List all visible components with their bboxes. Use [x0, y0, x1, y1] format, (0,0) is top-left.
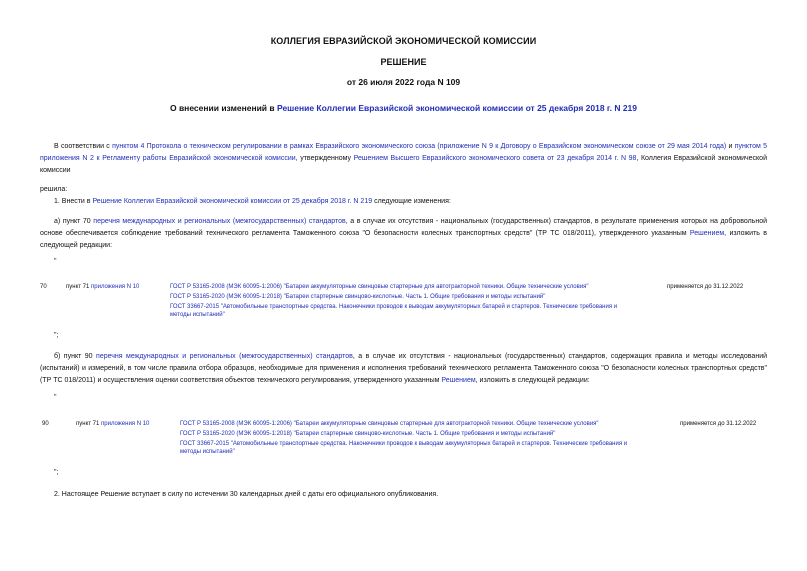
title-prefix: О внесении изменений в: [169, 103, 277, 113]
item-b-text-2: , а в случае их отсутствия - национальных (государственных) стандартов, содержащих правила и методы исследований (испытаний) и измерений, в том числе правила отбора образцов, необходимые для применения и исполнения требований технического регламента Таможенного союза "О безопасности колесных транспортных средств" (ТР ТС 018/2011) и осуществления оценки соответствия объектов технического регулирования, утвержденного указанным: [40, 353, 768, 384]
table-b-open-quote: ": [54, 394, 57, 401]
intro-text-2: и: [726, 143, 735, 150]
intro-text-1: В соответствии с: [54, 143, 113, 150]
table-a-gost-2[interactable]: ГОСТ Р 53165-2020 (МЭК 60095-1:2018) "Батареи стартерные свинцово-кислотные. Часть 1. Общие требования и методы испытаний": [170, 294, 546, 300]
table-a-close-quote: ";: [54, 332, 59, 339]
table-a-num: 70: [40, 284, 47, 290]
table-b-ref: [76, 420, 149, 428]
table-a-note: применяется до 31.12.2022: [667, 284, 744, 290]
item-b-link-list[interactable]: перечня международных и региональных (межгосударственных) стандартов: [96, 353, 353, 360]
table-b-gost-3[interactable]: ГОСТ 33667-2015 "Автомобильные транспортные средства. Наконечники проводов к выводам аккумуляторных батарей и стартеров. Технические требования и методы испытаний": [180, 441, 628, 455]
item-a-text-3: , изложить в следующей редакции:: [40, 230, 767, 249]
table-a-ref-text: пункт 71: [66, 284, 92, 290]
document-date-number: от 26 июля 2022 года N 109: [346, 77, 461, 87]
item-b-text-3: , изложить в следующей редакции:: [475, 377, 590, 384]
table-b-gost-2[interactable]: ГОСТ Р 53165-2020 (МЭК 60095-1:2018) "Батареи стартерные свинцово-кислотные. Часть 1. Общие требования и методы испытаний": [180, 431, 556, 437]
item-b-text-1: б) пункт 90: [54, 353, 97, 360]
item-1-text-2: следующие изменения:: [372, 198, 451, 205]
item-a-text-1: а) пункт 70: [54, 218, 94, 225]
organization-title: КОЛЛЕГИЯ ЕВРАЗИЙСКОЙ ЭКОНОМИЧЕСКОЙ КОМИССИИ: [270, 36, 537, 46]
item-1: [54, 196, 767, 208]
item-1-text-1: 1. Внести в: [54, 198, 93, 205]
document-title: [0, 103, 807, 113]
item-1-link[interactable]: Решение Коллегии Евразийской экономической комиссии от 25 декабря 2018 г. N 219: [92, 198, 373, 205]
table-a-ref: [66, 283, 139, 291]
table-b-ref-text: пункт 71: [76, 421, 102, 427]
intro-text-4: , Коллегия Евразийской экономической комиссии: [40, 155, 767, 174]
table-a-open-quote: ": [54, 258, 57, 265]
intro-link-decision[interactable]: Решением Высшего Евразийского экономического совета от 23 декабря 2014 г. N 98: [353, 155, 637, 162]
item-2: 2. Настоящее Решение вступает в силу по истечении 30 календарных дней с даты его официального опубликования.: [54, 491, 439, 498]
item-a-text-2: , а в случае их отсутствия - национальных (государственных) стандартов, в результате применения которых на добровольной основе обеспечивается соблюдение требований технического регламента Таможенного союза "О безопасности колесных транспортных средств" (ТР ТС 018/2011), утвержденного указанным: [40, 218, 768, 237]
table-b-num: 90: [42, 421, 49, 427]
item-a-paragraph: [40, 216, 767, 252]
table-a-gost-3[interactable]: ГОСТ 33667-2015 "Автомобильные транспортные средства. Наконечники проводов к выводам аккумуляторных батарей и стартеров. Технические требования и методы испытаний": [170, 304, 618, 318]
intro-text-3: , утвержденному: [295, 155, 354, 162]
item-b-paragraph: [40, 351, 767, 387]
table-b-close-quote: ";: [54, 469, 59, 476]
item-b-link-decision[interactable]: Решением: [441, 377, 476, 384]
title-link[interactable]: Решение Коллегии Евразийской экономической комиссии от 25 декабря 2018 г. N 219: [276, 103, 638, 113]
intro-paragraph: [40, 141, 767, 177]
table-b-gost-1[interactable]: ГОСТ Р 53165-2008 (МЭК 60095-1:2006) "Батареи аккумуляторные свинцовые стартерные для автотракторной техники. Общие технические условия": [180, 421, 599, 427]
item-a-link-decision[interactable]: Решением: [689, 230, 725, 237]
document-type: РЕШЕНИЕ: [380, 57, 427, 67]
table-b-ref-link[interactable]: приложения N 10: [101, 421, 150, 427]
intro-link-protocol[interactable]: пунктом 4 Протокола о техническом регулировании в рамках Евразийского экономического союза (приложение N 9 к Договору о Евразийском экономическом союзе от 29 мая 2014 года): [112, 143, 727, 150]
table-a-gost-1[interactable]: ГОСТ Р 53165-2008 (МЭК 60095-1:2006) "Батареи аккумуляторные свинцовые стартерные для автотракторной техники. Общие технические условия": [170, 284, 589, 290]
table-a-ref-link[interactable]: приложения N 10: [91, 284, 140, 290]
item-a-link-list[interactable]: перечня международных и региональных (межгосударственных) стандартов: [93, 218, 346, 225]
intro-link-reglament[interactable]: пунктом 5 приложения N 2 к Регламенту работы Евразийской экономической комиссии: [40, 143, 767, 162]
decided-label: решила:: [40, 186, 68, 193]
table-b-note: применяется до 31.12.2022: [680, 421, 757, 427]
